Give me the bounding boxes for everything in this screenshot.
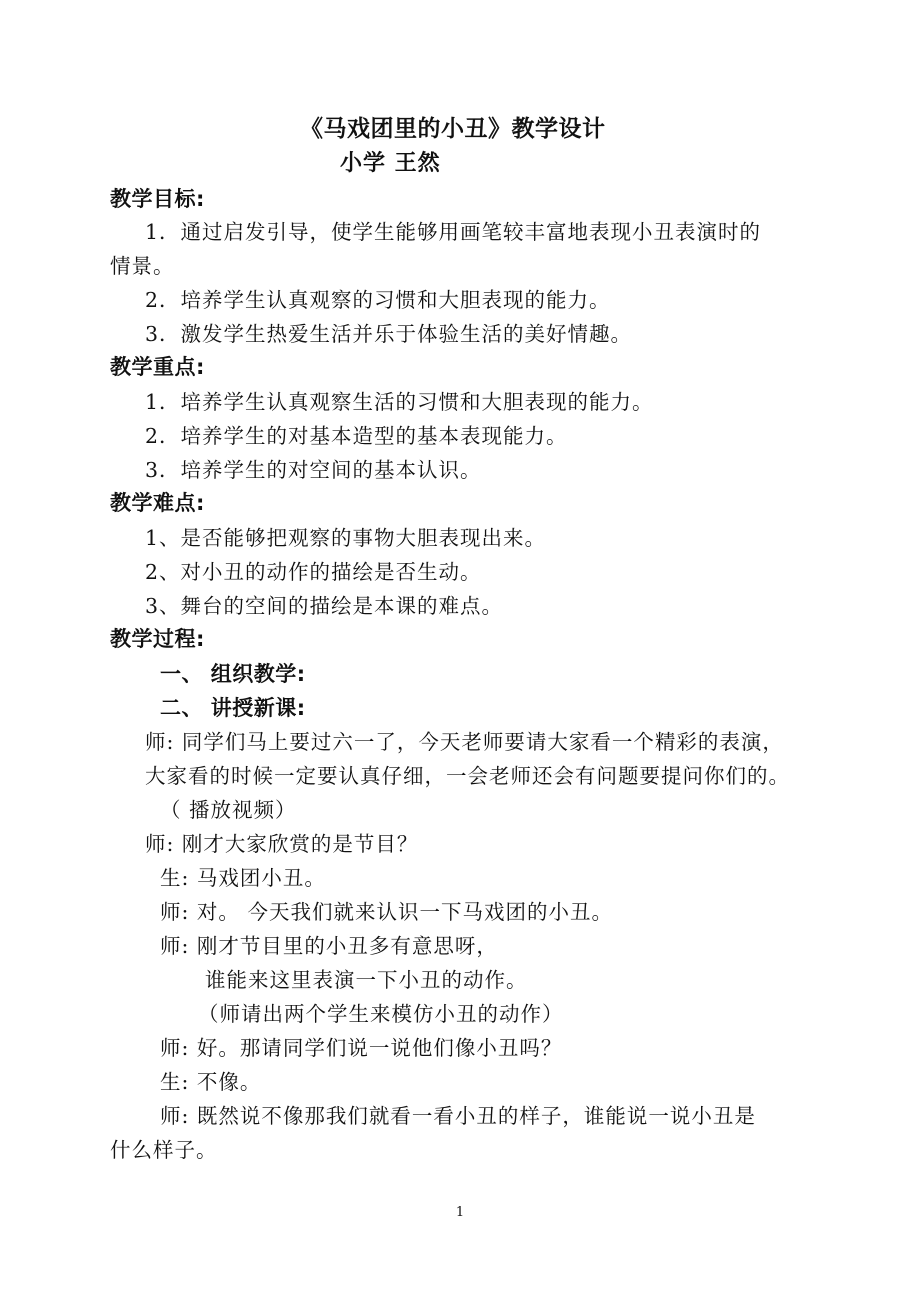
dialogue-1-line-2: 大家看的时候一定要认真仔细，一会老师还会有问题要提问你们的。 bbox=[145, 764, 790, 788]
key-points-heading: 教学重点: bbox=[110, 355, 205, 379]
dialogue-5: 师: 对。 今天我们就来认识一下马戏团的小丑。 bbox=[160, 900, 613, 924]
process-step-2: 二、 讲授新课: bbox=[160, 696, 306, 720]
difficulty-item-3: 3、舞台的空间的描绘是本课的难点。 bbox=[145, 594, 504, 618]
dialogue-6: 师: 刚才节目里的小丑多有意思呀， bbox=[160, 934, 498, 958]
process-heading: 教学过程: bbox=[110, 627, 205, 651]
difficulty-item-1: 1、是否能够把观察的事物大胆表现出来。 bbox=[145, 526, 547, 550]
dialogue-2: （ 播放视频） bbox=[160, 798, 297, 822]
process-step-1: 一、 组织教学: bbox=[160, 662, 306, 686]
dialogue-3: 师: 刚才大家欣赏的是节目？ bbox=[145, 832, 419, 856]
objective-item-1-line-1: 1．通过启发引导，使学生能够用画笔较丰富地表现小丑表演时的 bbox=[145, 220, 762, 244]
objective-item-3: 3．激发学生热爱生活并乐于体验生活的美好情趣。 bbox=[145, 322, 633, 346]
dialogue-7: 谁能来这里表演一下小丑的动作。 bbox=[205, 968, 528, 992]
dialogue-8: （师请出两个学生来模仿小丑的动作） bbox=[198, 1002, 564, 1026]
key-point-item-2: 2．培养学生的对基本造型的基本表现能力。 bbox=[145, 424, 568, 448]
document-title: 《马戏团里的小丑》教学设计 bbox=[300, 116, 606, 142]
dialogue-1-line-1: 师: 同学们马上要过六一了，今天老师要请大家看一个精彩的表演， bbox=[145, 730, 784, 754]
objective-item-1-line-2: 情景。 bbox=[110, 254, 175, 278]
key-point-item-1: 1．培养学生认真观察生活的习惯和大胆表现的能力。 bbox=[145, 390, 654, 414]
difficulty-item-2: 2、对小丑的动作的描绘是否生动。 bbox=[145, 560, 482, 584]
author-line: 小学 王然 bbox=[340, 151, 441, 176]
dialogue-10: 生: 不像。 bbox=[160, 1070, 262, 1094]
dialogue-9: 师: 好。那请同学们说一说他们像小丑吗？ bbox=[160, 1036, 563, 1060]
key-point-item-3: 3．培养学生的对空间的基本认识。 bbox=[145, 458, 482, 482]
difficulties-heading: 教学难点: bbox=[110, 491, 205, 515]
dialogue-4: 生: 马戏团小丑。 bbox=[160, 866, 326, 890]
dialogue-11-line-1: 师: 既然说不像那我们就看一看小丑的样子，谁能说一说小丑是 bbox=[160, 1104, 756, 1128]
page-number: 1 bbox=[455, 1205, 465, 1220]
dialogue-11-line-2: 什么样子。 bbox=[110, 1138, 218, 1162]
objective-item-2: 2．培养学生认真观察的习惯和大胆表现的能力。 bbox=[145, 288, 611, 312]
objectives-heading: 教学目标: bbox=[110, 187, 205, 211]
